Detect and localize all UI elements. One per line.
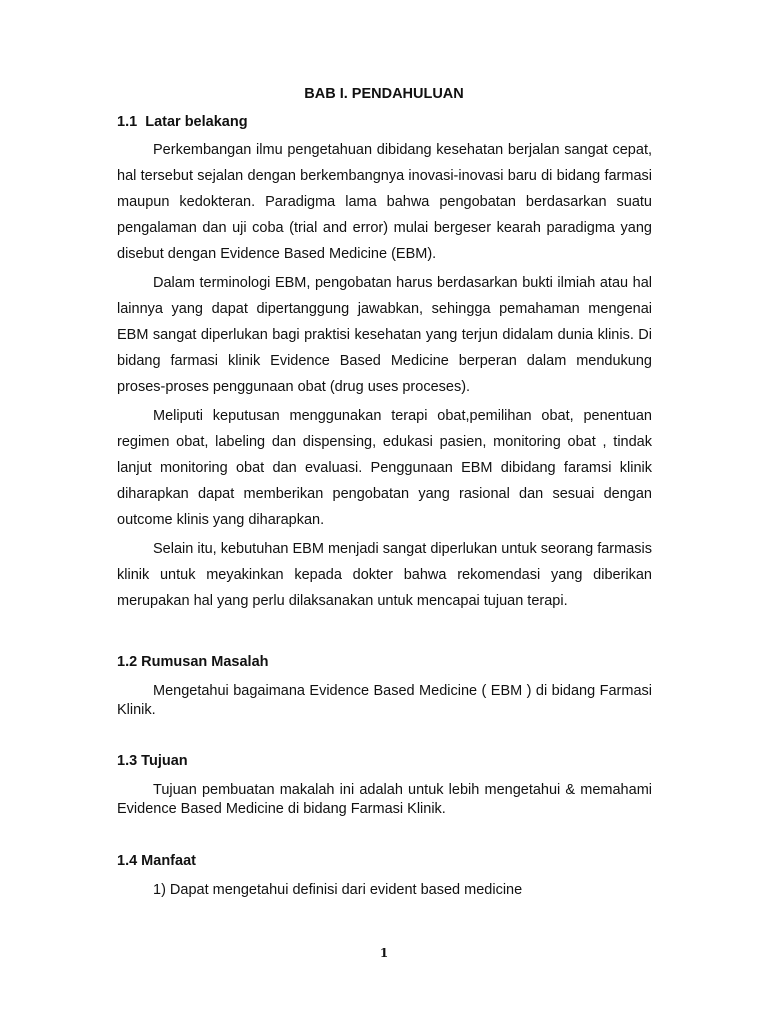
- paragraph-tujuan: Tujuan pembuatan makalah ini adalah untuk lebih mengetahui & memahami Evidence Based Medicine di bidang Farmasi Klinik.: [117, 782, 652, 817]
- list-item: 1) Dapat mengetahui definisi dari evident based medicine: [153, 882, 523, 898]
- paragraph-1: Perkembangan ilmu pengetahuan dibidang kesehatan berjalan sangat cepat, hal tersebut sejalan dengan berkembangnya inovasi-inovasi baru di bidang farmasi maupun kedokteran. Paradigma lama bahwa pengobatan berdasarkan suatu pengalaman dan uji coba (trial and error) mulai bergeser kearah paradigma yang disebut dengan Evidence Based Medicine (EBM).: [117, 142, 652, 262]
- chapter-title: BAB I. PENDAHULUAN: [304, 86, 464, 102]
- section-heading-latar-belakang: 1.1 Latar belakang: [117, 114, 248, 130]
- paragraph-3: Meliputi keputusan menggunakan terapi obat,pemilihan obat, penentuan regimen obat, labeling dan dispensing, edukasi pasien, monitoring obat , tindak lanjut monitoring obat dan evaluasi. Penggunaan EBM dibidang faramsi klinik diharapkan dapat memberikan pengobatan yang rasional dan sesuai dengan outcome klinis yang diharapkan.: [117, 408, 652, 528]
- page-number: 1: [379, 946, 389, 960]
- paragraph-4: Selain itu, kebutuhan EBM menjadi sangat diperlukan untuk seorang farmasis klinik untuk meyakinkan kepada dokter bahwa rekomendasi yang diberikan merupakan hal yang perlu dilaksanakan untuk mencapai tujuan terapi.: [117, 541, 652, 609]
- section-heading-rumusan-masalah: 1.2 Rumusan Masalah: [117, 654, 269, 670]
- paragraph-rumusan: Mengetahui bagaimana Evidence Based Medicine ( EBM ) di bidang Farmasi Klinik.: [117, 683, 652, 718]
- section-heading-manfaat: 1.4 Manfaat: [117, 853, 196, 869]
- section-heading-tujuan: 1.3 Tujuan: [117, 753, 188, 769]
- paragraph-2: Dalam terminologi EBM, pengobatan harus berdasarkan bukti ilmiah atau hal lainnya yang dapat dipertanggung jawabkan, sehingga pemahaman mengenai EBM sangat diperlukan bagi praktisi kesehatan yang terjun didalam dunia klinis. Di bidang farmasi klinik Evidence Based Medicine berperan dalam mendukung proses-proses penggunaan obat (drug uses proceses).: [117, 275, 652, 395]
